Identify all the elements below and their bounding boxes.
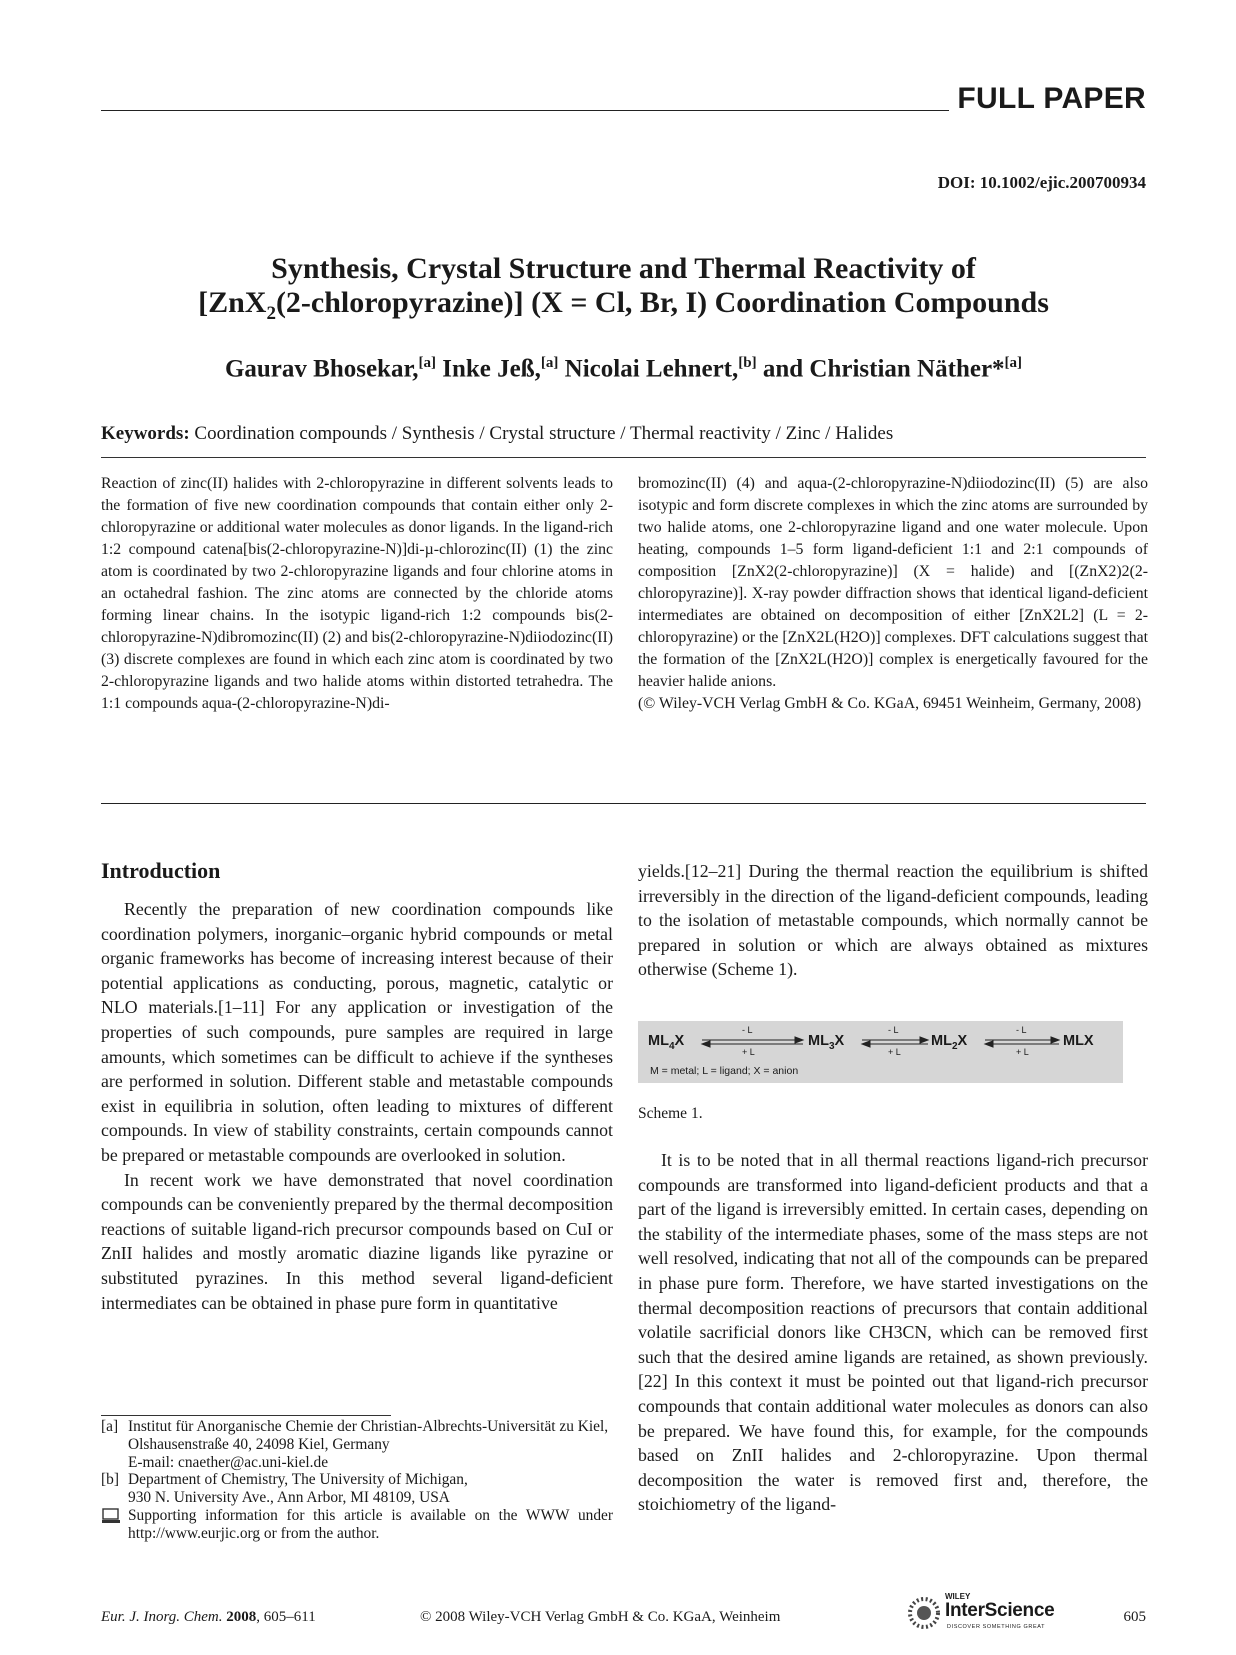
footnote-line: Institut für Anorganische Chemie der Christian-Albrechts-Universität zu Kiel, — [128, 1418, 609, 1435]
scheme-species: MLX — [1063, 1033, 1094, 1049]
footnotes — [101, 1418, 613, 1543]
footnote-supporting-info — [101, 1507, 613, 1543]
footnote-rule — [101, 1415, 391, 1416]
keywords-label: Keywords: — [101, 423, 190, 444]
affiliation-mark: [a] — [540, 355, 559, 371]
keywords-list: Coordination compounds / Synthesis / Crystal structure / Thermal reactivity / Zinc / Halides — [194, 423, 894, 444]
abstract-rule — [101, 803, 1146, 804]
author: Inke Jeß, — [442, 355, 541, 383]
scheme-species: $ML_4X$ — [648, 1033, 685, 1052]
paragraph: In recent work we have demonstrated that novel coordination compounds can be conveniently prepared by the thermal decomposition reactions of suitable ligand-rich precursor compounds based on CuI or ZnII halides and mostly aromatic diazine ligands like pyrazine or substituted pyrazines. In this method several ligand-deficient intermediates can be obtained in phase pure form in quantitative — [101, 1169, 613, 1313]
footnote-line: 930 N. University Ave., Ann Arbor, MI 48109, USA — [128, 1489, 450, 1507]
title-line-2: [ZnX$_2$(2-chloropyrazine)] (X = Cl, Br, I) Coordination Compounds — [198, 286, 1049, 324]
header-rule — [101, 110, 949, 111]
page-number: 605 — [1123, 1609, 1146, 1625]
logo-wordmark: InterScience — [945, 1600, 1055, 1621]
scheme-species: $ML_2X$ — [931, 1033, 968, 1052]
minus-ligand-label: - L — [1016, 1025, 1027, 1035]
globe-icon — [905, 1594, 943, 1632]
scheme-1-figure — [638, 1021, 1123, 1083]
minus-ligand-label: - L — [742, 1025, 753, 1035]
scheme-species: $ML_3X$ — [808, 1033, 845, 1052]
plus-ligand-label: + L — [742, 1047, 755, 1057]
footnote-mark: [b] — [101, 1471, 119, 1489]
doi: DOI: 10.1002/ejic.200700934 — [937, 173, 1146, 192]
body-column-right-bottom — [638, 1148, 1148, 1517]
section-heading: Introduction — [101, 858, 221, 883]
body-column-right-top — [638, 859, 1148, 982]
plus-ligand-label: + L — [1016, 1047, 1029, 1057]
footnote-line: Olshausenstraße 40, 24098 Kiel, Germany — [128, 1435, 390, 1453]
supporting-info-text: Supporting information for this article is available on the WWW under http://www.eurjic.org or from the author. — [128, 1506, 613, 1542]
paragraph: It is to be noted that in all thermal reactions ligand-rich precursor compounds are transformed into ligand-deficient products and that a part of the ligand is irreversibly emitted. In certain cases, depending on the stability of the intermediate phases, some of the mass steps are not well resolved, indicating that not all of the compounds can be prepared in phase pure form. Therefore, we have started investigations on the thermal decomposition reactions of precursors that contain additional volatile sacrificial donors like CH3CN, which can be removed first such that the desired amine ligands are retained, as shown previously.[22] In this context it must be pointed out that ligand-rich precursor compounds that contain additional water molecules as donors can also be prepared. We have found this, for example, for the compounds based on ZnII halides and 2-chloropyrazine. Upon thermal decomposition the water is removed first and, therefore, the stoichiometry of the ligand- — [638, 1150, 1148, 1515]
scheme-caption: Scheme 1. — [638, 1105, 703, 1122]
abstract-right-text: bromozinc(II) (4) and aqua-(2-chloropyrazine-N)diiodozinc(II) (5) are also isotypic and form discrete complexes in which the zinc atoms are surrounded by two halide atoms, one 2-chloropyrazine ligand and one water molecule. Upon heating, compounds 1–5 form ligand-deficient 1:1 and 2:1 compounds of composition [ZnX2(2-chloropyrazine)] (X = halide) and [(ZnX2)2(2-chloropyrazine)]. X-ray powder diffraction shows that identical ligand-deficient intermediates are obtained on decomposition of either [ZnX2L2] (L = 2-chloropyrazine) or the [ZnX2L(H2O)] complexes. DFT calculations suggest that the formation of the [ZnX2L(H2O)] complex is energetically favoured for the heavier halide anions. — [638, 475, 1148, 690]
author: Christian Näther* — [809, 355, 1005, 383]
paragraph: Recently the preparation of new coordination compounds like coordination polymers, inorganic–organic hybrid compounds or metal organic frameworks has become of increasing interest because of their potential applications as conducting, porous, magnetic, catalytic or NLO materials.[1–11] For any application or investigation of the properties of such compounds, pure samples are required in large amounts, which sometimes can be difficult to achieve if the syntheses are performed in solution. Different stable and metastable compounds exist in equilibria in solution, often leading to mixtures of different compounds. In view of stability constraints, certain compounds cannot be prepared or metastable compounds are overlooked in solution. — [101, 899, 613, 1165]
journal-name: Eur. J. Inorg. Chem. — [101, 1609, 223, 1625]
article-title — [101, 252, 1146, 331]
plus-ligand-label: + L — [888, 1047, 901, 1057]
minus-ligand-label: - L — [888, 1025, 899, 1035]
keywords — [101, 423, 1146, 445]
body-column-left — [101, 897, 613, 1315]
affiliation-mark: [a] — [418, 355, 437, 371]
abstract-copyright: (© Wiley-VCH Verlag GmbH & Co. KGaA, 69451 Weinheim, Germany, 2008) — [638, 695, 1142, 712]
logo-tagline: DISCOVER SOMETHING GREAT — [947, 1624, 1046, 1630]
interscience-logo — [905, 1592, 1065, 1634]
abstract-right — [638, 473, 1148, 715]
abstract-left: Reaction of zinc(II) halides with 2-chloropyrazine in different solvents leads to the formation of five new coordination compounds that contain either only 2-chloropyrazine or additional water molecules as donor ligands. In the ligand-rich 1:2 compound catena[bis(2-chloropyrazine-N)]di-µ-chlorozinc(II) (1) the zinc atom is coordinated by two 2-chloropyrazine ligands and four chlorine atoms in an octahedral fashion. The zinc atoms are connected by the chloride atoms forming linear chains. In the isotypic ligand-rich 1:2 compounds bis(2-chloropyrazine-N)dibromozinc(II) (2) and bis(2-chloropyrazine-N)diiodozinc(II) (3) discrete complexes are found in which each zinc atom is coordinated by two 2-chloropyrazine ligands and two halide atoms within distorted tetrahedra. The 1:1 compounds aqua-(2-chloropyrazine-N)di- — [101, 475, 613, 712]
paragraph: yields.[12–21] During the thermal reaction the equilibrium is shifted irreversibly in the direction of the ligand-deficient compounds, leading to the isolation of metastable compounds, which normally cannot be prepared in solution or which are always obtained as mixtures otherwise (Scheme 1). — [638, 861, 1148, 980]
footnote-mark: [a] — [101, 1418, 119, 1435]
footnote-b — [101, 1471, 613, 1507]
title-line-1: Synthesis, Crystal Structure and Thermal Reactivity of — [271, 252, 976, 285]
author: Gaurav Bhosekar, — [224, 355, 419, 383]
footnote-line: Department of Chemistry, The University of Michigan, — [128, 1471, 468, 1489]
affiliation-mark: [b] — [738, 355, 757, 371]
affiliation-mark: [a] — [1004, 355, 1023, 371]
scheme-legend: M = metal; L = ligand; X = anion — [650, 1065, 799, 1077]
logo-wiley: WILEY — [945, 1592, 971, 1601]
author-list — [101, 355, 1146, 383]
and-word: and — [762, 355, 804, 383]
footnote-email: E-mail: cnaether@ac.uni-kiel.de — [128, 1453, 329, 1471]
section-label: FULL PAPER — [957, 82, 1146, 115]
keywords-rule — [101, 457, 1146, 458]
journal-pages: , 605–611 — [256, 1609, 316, 1625]
author: Nicolai Lehnert, — [564, 355, 739, 383]
journal-citation — [101, 1609, 316, 1626]
footnote-a — [101, 1418, 613, 1471]
computer-icon — [101, 1507, 121, 1530]
footer-copyright: © 2008 Wiley-VCH Verlag GmbH & Co. KGaA, Weinheim — [420, 1609, 781, 1625]
journal-year: 2008 — [226, 1609, 257, 1625]
